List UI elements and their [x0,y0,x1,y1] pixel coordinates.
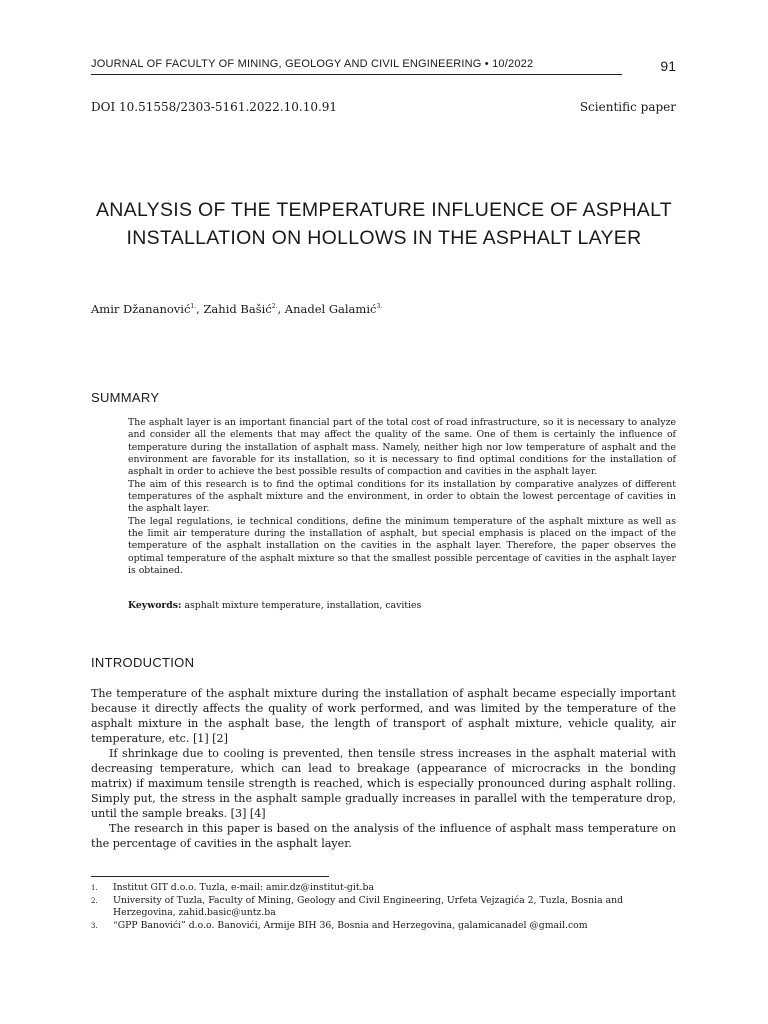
footnotes [91,882,676,933]
title-line-2: INSTALLATION ON HOLLOWS IN THE ASPHALT LAYER [126,227,642,249]
summary-paragraph: The legal regulations, ie technical conditions, define the minimum temperature of the asphalt mixture as well as the limit air temperature during the installation of asphalt, but special emphasis is placed on the impact of the temperature of the asphalt installation on the cavities in the asphalt layer. Therefore, the paper observes the optimal temperature of the asphalt mixture so that the smallest possible percentage of cavities in the asphalt layer is obtained. [128,515,676,577]
keywords [128,600,421,611]
summary-body [128,417,676,577]
intro-paragraph: The temperature of the asphalt mixture during the installation of asphalt became especially important because it directly affects the quality of work performed, and was limited by the temperature of the asphalt mixture in the asphalt base, the length of transport of asphalt mixture, vehicle quality, air temperature, etc. [1] [2] [91,687,676,745]
footnote-text: Institut GIT d.o.o. Tuzla, e-mail: amir.dz@institut-git.ba [113,882,375,893]
footnote-text: “GPP Banovići” d.o.o. Banovići, Armije BIH 36, Bosnia and Herzegovina, galamicanadel @gmail.com [113,920,588,931]
author-name: Anadel Galamić [284,302,377,316]
footnote [91,920,676,932]
summary-heading: SUMMARY [91,390,160,405]
author-name: Zahid Bašić [203,302,272,316]
author-list: Amir Džananović$^{1.}$, Zahid Bašić$^{2.}$, Anadel Galamić$^{3.}$ [91,302,383,316]
footnote-number: 2. [91,897,98,905]
title-line-1: ANALYSIS OF THE TEMPERATURE INFLUENCE OF ASPHALT [95,199,673,221]
footnote-text: University of Tuzla, Faculty of Mining, Geology and Civil Engineering, Urfeta Vejzagića 2, Tuzla, Bosnia and Herzegovina, zahid.basic@untz.ba [113,895,624,918]
footnote [91,882,676,894]
intro-paragraph: The research in this paper is based on the analysis of the influence of asphalt mass temperature on the percentage of cavities in the asphalt layer. [91,822,676,850]
keywords-label: Keywords: [128,600,182,611]
footnote-number: 3. [91,922,98,930]
summary-paragraph: The aim of this research is to find the optimal conditions for its installation by comparative analyzes of different temperatures of the asphalt mixture and the environment, in order to obtain the lowest percentage of cavities in the asphalt layer. [128,478,676,515]
author-mark: 1. [190,303,197,311]
doi-link[interactable]: DOI 10.51558/2303-5161.2022.10.10.91 [91,100,338,114]
intro-paragraph: If shrinkage due to cooling is prevented, then tensile stress increases in the asphalt material with decreasing temperature, which can lead to breakage (appearance of microcracks in the bonding matrix) if maximum tensile strength is reached, which is especially pronounced during asphalt rolling. Simply put, the stress in the asphalt sample gradually increases in parallel with the temperature drop, until the sample breaks. [3] [4] [91,747,676,820]
author-name: Amir Džananović [91,302,191,316]
author-mark: 3. [376,303,383,311]
footnote-number: 1. [91,884,98,892]
page-number: 91 [660,58,676,74]
author-mark: 2. [271,303,278,311]
introduction-body [91,686,676,851]
footnote-divider [91,876,329,877]
keywords-text: asphalt mixture temperature, installation, cavities [184,600,422,611]
footnote [91,895,676,919]
introduction-heading: INTRODUCTION [91,655,195,670]
summary-paragraph: The asphalt layer is an important financial part of the total cost of road infrastructure, so it is necessary to analyze and consider all the elements that may affect the quality of the same. One of them is certainly the influence of temperature during the installation of asphalt mass. Namely, neither high nor low temperature of asphalt and the environment are favorable for its installation, so it is necessary to find optimal conditions for the installation of asphalt in order to achieve the best possible results of compaction and cavities in the asphalt layer. [128,417,676,478]
paper-title [80,196,688,252]
paper-type: Scientific paper [579,100,676,114]
journal-header: JOURNAL OF FACULTY OF MINING, GEOLOGY AND CIVIL ENGINEERING • 10/2022 [91,58,622,75]
